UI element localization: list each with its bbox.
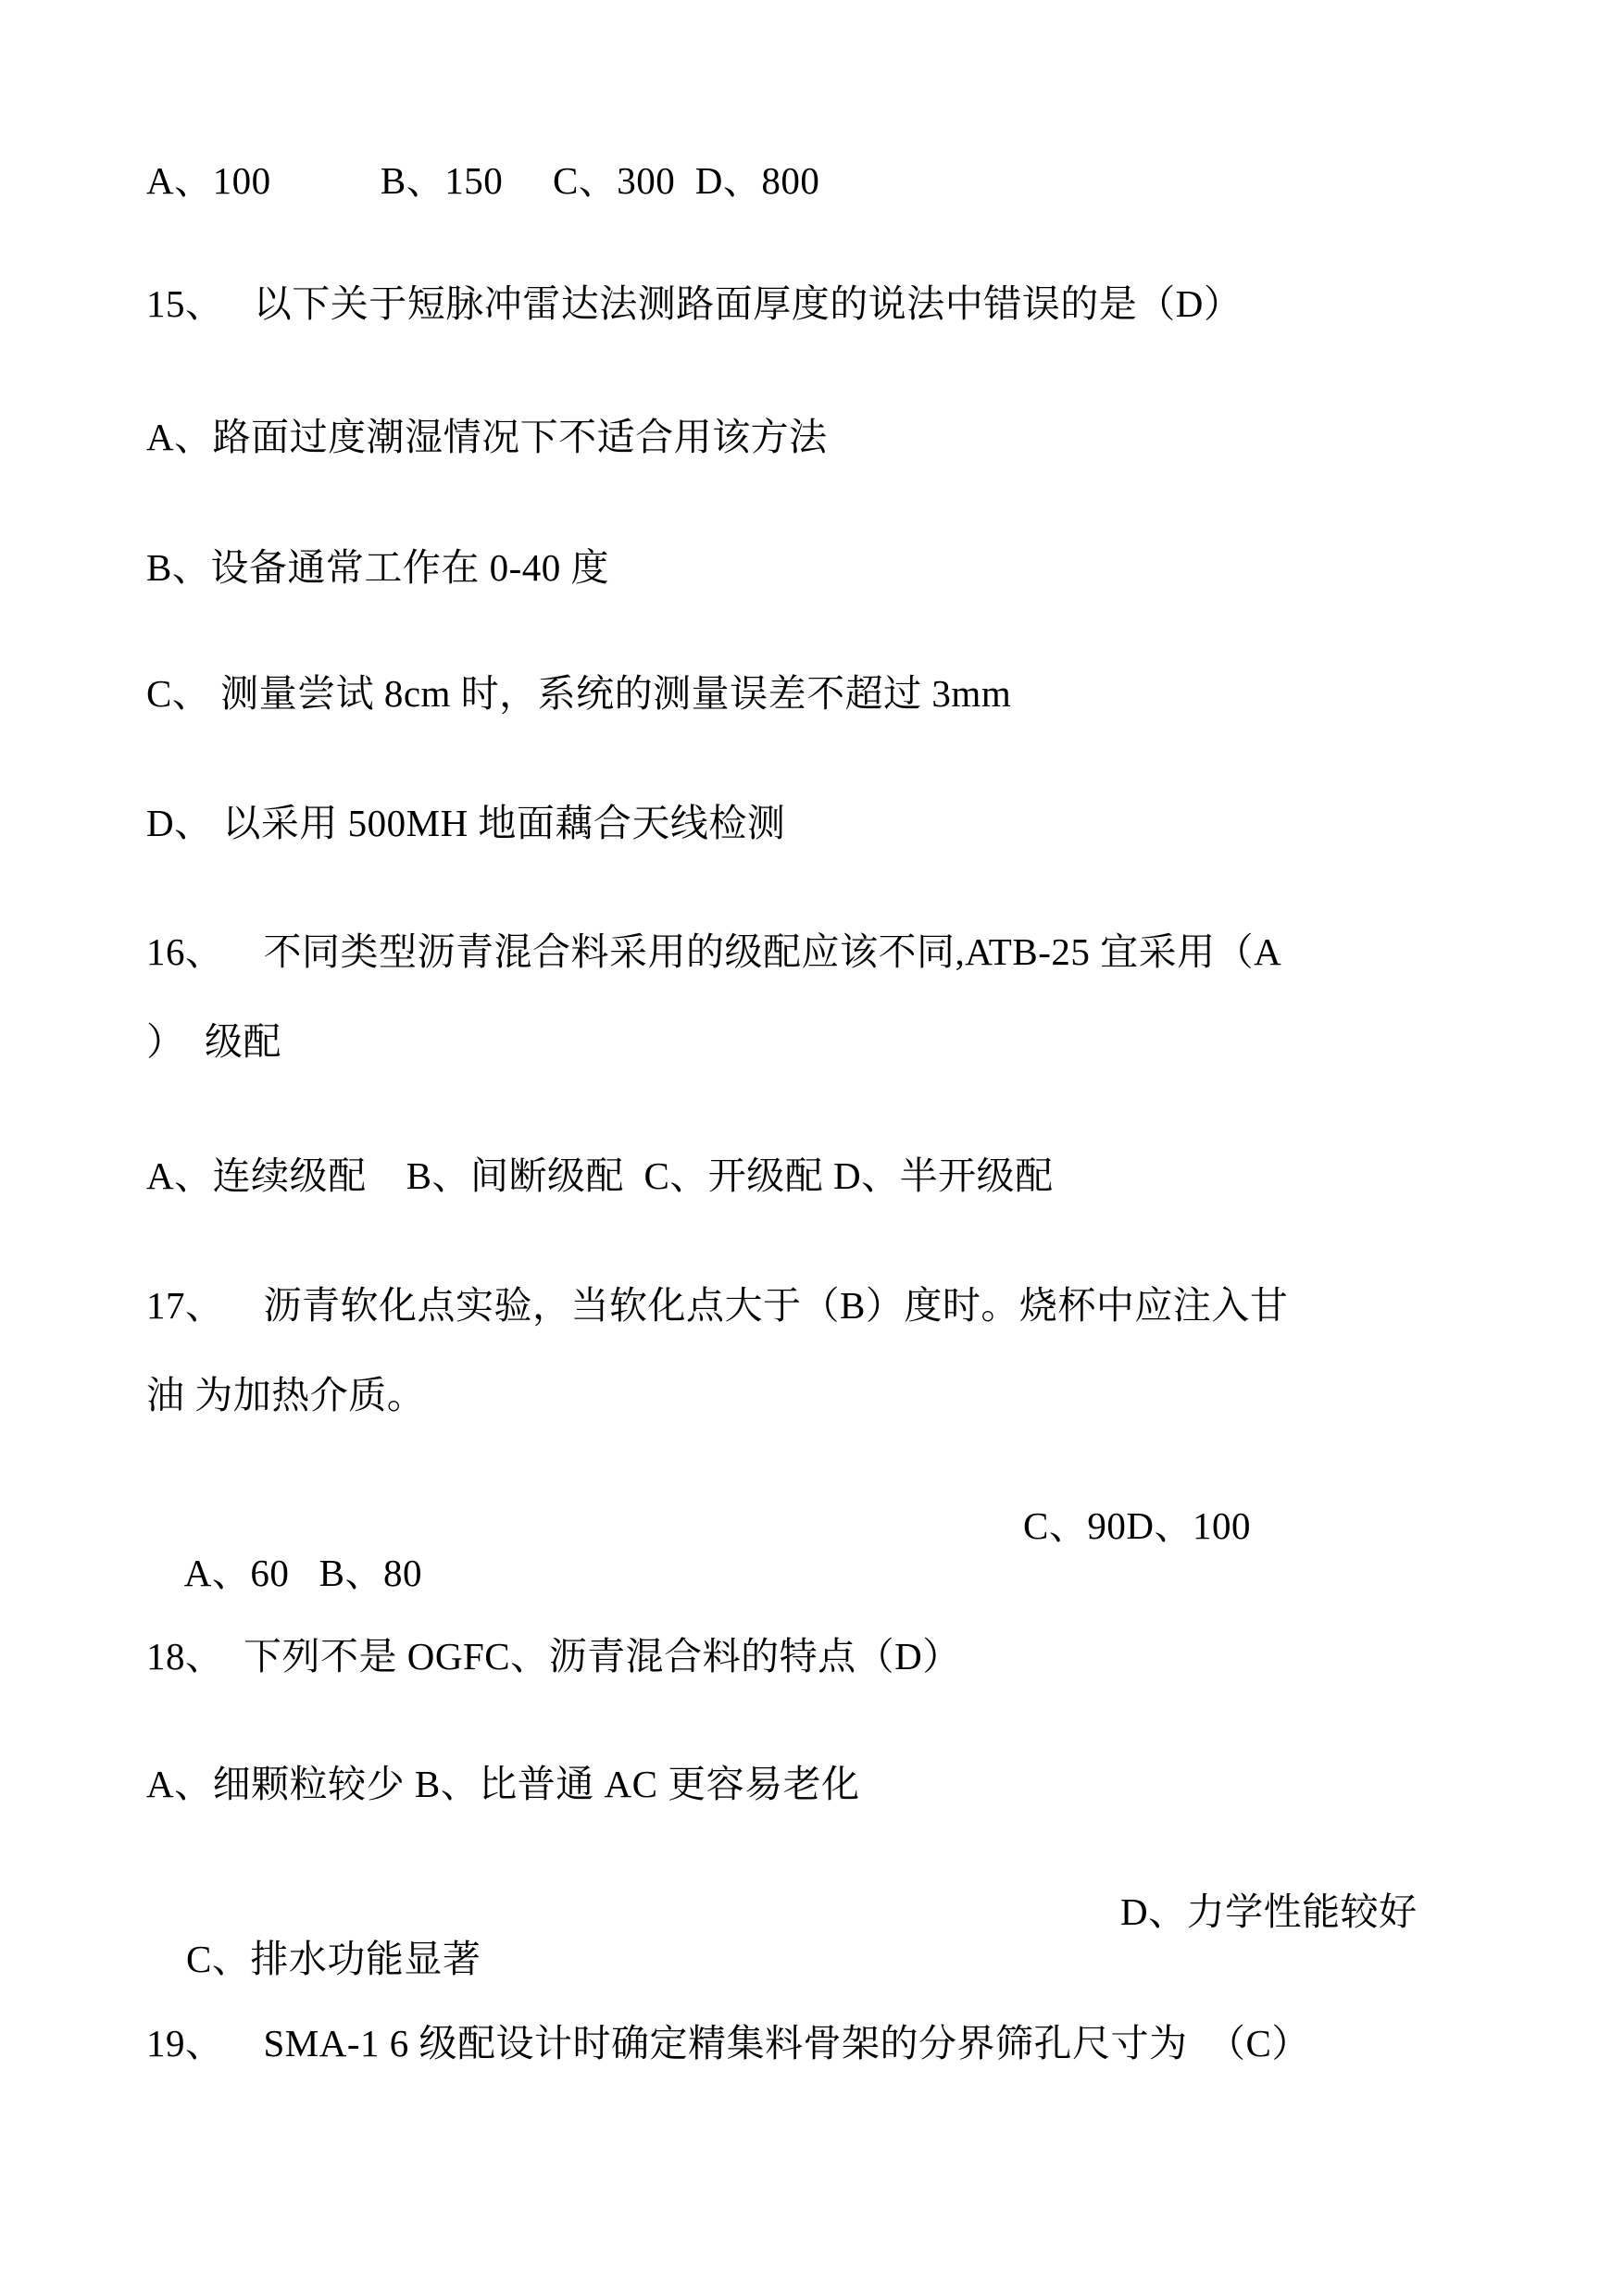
- question-15-option-b: B、设备通常工作在 0-40 度: [146, 546, 609, 589]
- question-17-options-ab: A、60 B、80: [183, 1552, 422, 1595]
- question-14-options: A、100 B、150 C、300 D、800: [146, 159, 820, 202]
- question-15-text: 15、 以下关于短脉冲雷达法测路面厚度的说法中错误的是（D）: [146, 282, 1243, 325]
- question-16-text-line2: ） 级配: [146, 1020, 281, 1063]
- question-15-option-d: D、 以采用 500MH 地面藕合天线检测: [146, 802, 786, 844]
- question-16-text-line1: 16、 不同类型沥青混合料采用的级配应该不同,ATB-25 宜采用（A: [146, 930, 1282, 973]
- question-18-text: 18、 下列不是 OGFC、沥青混合料的特点（D）: [146, 1635, 961, 1678]
- question-15-option-c: C、 测量尝试 8cm 时，系统的测量误差不超过 3mm: [146, 672, 1012, 715]
- question-18-option-c: C、排水功能显著: [186, 1938, 481, 1981]
- question-18-option-d: D、力学性能较好: [1120, 1890, 1418, 1933]
- question-17-text-line1: 17、 沥青软化点实验，当软化点大于（B）度时。烧杯中应注入甘: [146, 1284, 1289, 1327]
- question-18-options-ab: A、细颗粒较少 B、比普通 AC 更容易老化: [146, 1763, 860, 1805]
- question-19-text: 19、 SMA-1 6 级配设计时确定精集料骨架的分界筛孔尺寸为 （C）: [146, 2022, 1310, 2064]
- question-15-option-a: A、路面过度潮湿情况下不适合用该方法: [146, 416, 828, 458]
- question-17-options-cd: C、90D、100: [1023, 1504, 1251, 1547]
- question-17-text-line2: 油 为加热介质。: [146, 1374, 426, 1416]
- question-16-options: A、连续级配 B、间断级配 C、开级配 D、半开级配: [146, 1154, 1054, 1197]
